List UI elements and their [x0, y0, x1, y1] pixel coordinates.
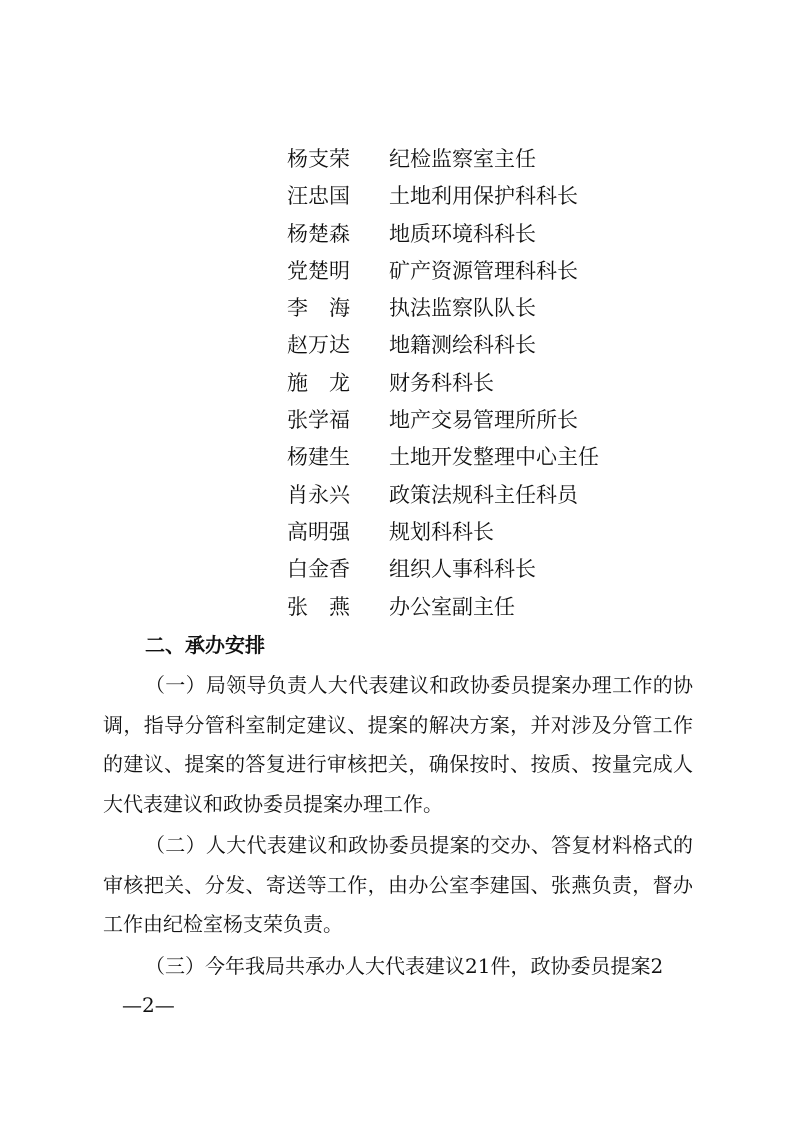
roster-row: [287, 477, 707, 514]
roster-row: [287, 551, 707, 588]
staff-title: 纪检监察室主任: [389, 147, 536, 171]
roster-row: [287, 589, 707, 626]
staff-name: 党楚明: [287, 258, 350, 283]
roster-row: [287, 253, 707, 290]
staff-title: 规划科科长: [389, 519, 494, 544]
section-body: [103, 666, 693, 986]
staff-title: 地质环境科科长: [389, 221, 536, 246]
staff-name: 张 燕: [287, 594, 350, 619]
staff-title: 执法监察队队长: [389, 296, 536, 321]
staff-name: 高明强: [287, 519, 350, 544]
roster-row: [287, 327, 707, 364]
staff-roster: [287, 141, 707, 626]
staff-name: 李 海: [287, 296, 350, 321]
roster-row: [287, 514, 707, 551]
staff-name: 肖永兴: [287, 482, 350, 507]
roster-row: [287, 290, 707, 327]
staff-title: 地产交易管理所所长: [389, 408, 578, 433]
section-heading: 二、承办安排: [145, 633, 265, 657]
roster-row: [287, 216, 707, 253]
roster-row: [287, 402, 707, 439]
paragraph-two: （二）人大代表建议和政协委员提案的交办、答复材料格式的审核把关、分发、寄送等工作，由办公室李建国、张燕负责，督办工作由纪检室杨支荣负责。: [103, 833, 693, 936]
staff-name: 汪忠国: [287, 184, 350, 209]
staff-title: 矿产资源管理科科长: [389, 258, 578, 283]
roster-row: [287, 178, 707, 215]
paragraph-one: （一）局领导负责人大代表建议和政协委员提案办理工作的协调，指导分管科室制定建议、提案的解决方案，并对涉及分管工作的建议、提案的答复进行审核把关，确保按时、按质、按量完成人大代表建议和政协委员提案办理工作。: [103, 673, 693, 816]
staff-title: 政策法规科主任科员: [389, 482, 578, 507]
staff-title: 土地开发整理中心主任: [389, 445, 599, 470]
staff-name: 白金香: [287, 557, 350, 582]
staff-name: 赵万达: [287, 333, 350, 358]
roster-row: [287, 439, 707, 476]
page-number: —2—: [122, 993, 175, 1017]
roster-row: [287, 365, 707, 402]
staff-name: 杨建生: [287, 445, 350, 470]
staff-title: 组织人事科科长: [389, 557, 536, 582]
staff-name: 杨支荣: [287, 147, 350, 171]
staff-name: 杨楚森: [287, 221, 350, 246]
staff-title: 财务科科长: [389, 370, 494, 395]
staff-title: 办公室副主任: [389, 594, 515, 619]
staff-name: 施 龙: [287, 370, 350, 395]
roster-row: [287, 141, 707, 178]
staff-title: 土地利用保护科科长: [389, 184, 578, 209]
staff-title: 地籍测绘科科长: [389, 333, 536, 358]
staff-name: 张学福: [287, 408, 350, 433]
paragraph-three: （三）今年我局共承办人大代表建议21件，政协委员提案2: [145, 953, 664, 978]
